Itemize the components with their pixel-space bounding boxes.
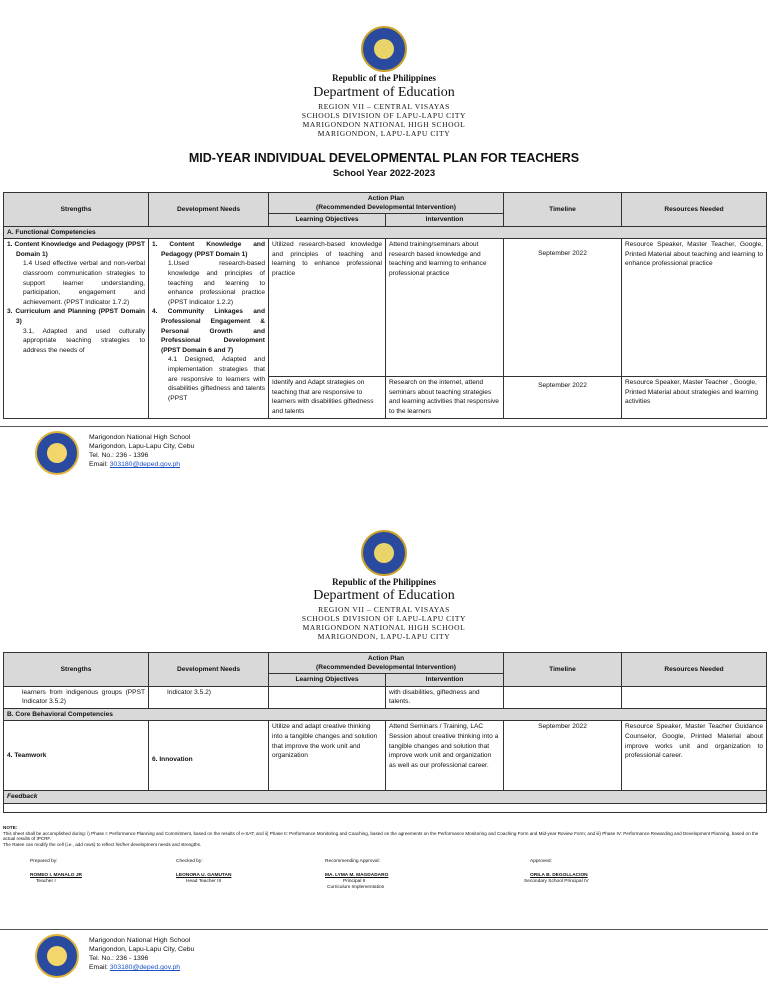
action-plan-label: Action Plan [367, 195, 405, 202]
col-learning-objectives: Learning Objectives [269, 214, 386, 227]
signatory-prepared [30, 859, 82, 885]
intervention-core: Attend Seminars / Training, LAC Session about creative thinking into a tangible changes and solution that improve work unit and organization as well as our professional career. [386, 721, 504, 791]
feedback-body[interactable] [4, 803, 767, 812]
col-timeline: Timeline [504, 193, 622, 227]
col-resources: Resources Needed [622, 653, 767, 687]
footer-divider [0, 426, 768, 427]
objective-continued [269, 686, 386, 708]
address-label: MARIGONDON, LAPU-LAPU CITY [317, 632, 451, 641]
note-line-2: The Ratee can modify the cell (i.e., add rows) to reflect his/her development needs and strengths. [3, 841, 202, 847]
col-strengths: Strengths [4, 193, 149, 227]
timeline-core: September 2022 [504, 721, 622, 791]
action-plan-label: Action Plan [367, 655, 405, 662]
footer-divider [0, 929, 768, 930]
footer-email-link[interactable]: 303180@deped.gov.ph [109, 964, 181, 971]
timeline-1: September 2022 [504, 239, 622, 377]
resources-continued [622, 686, 767, 708]
signatory-name: ORILA B. DEGOLLACION [530, 873, 588, 878]
intervention-2: Research on the internet, attend seminars about teaching strategies and learning activities that responsive to the learners [386, 377, 504, 418]
strengths-continued: learners from indigenous groups (PPST Indicator 3.5.2) [4, 686, 149, 708]
signatory-role: Recommending Approval: [325, 859, 380, 864]
resources-2: Resource Speaker, Master Teacher , Google, Printed Material about strategies and learning activities [622, 377, 767, 418]
dev-needs-cell [149, 239, 269, 418]
col-action-plan [269, 653, 504, 674]
note-label: NOTE: [3, 825, 18, 830]
signatory-checked [176, 859, 231, 885]
region-label: REGION VII – CENTRAL VISAYAS [318, 605, 450, 614]
department-title: Department of Education [313, 588, 455, 603]
signatory-recommending [325, 859, 388, 891]
footer-email-line [89, 964, 180, 973]
footer-address: Marigondon, Lapu-Lapu City, Cebu [89, 946, 195, 953]
signatory-title: Secondary School Principal IV [524, 879, 589, 884]
plan-table-page-2 [3, 652, 767, 813]
col-resources: Resources Needed [622, 193, 767, 227]
signatory-title: Teacher I [36, 879, 56, 884]
footer-email-line [89, 461, 180, 470]
division-label: SCHOOLS DIVISION OF LAPU-LAPU CITY [301, 614, 467, 623]
footer-email-label: Email: [89, 461, 110, 468]
signatory-role: Approved: [530, 859, 552, 864]
region-label: REGION VII – CENTRAL VISAYAS [318, 102, 450, 111]
resources-1: Resource Speaker, Master Teacher, Google, Printed Material about teaching and learning to enhance professional practice [622, 239, 767, 377]
col-development-needs: Development Needs [149, 653, 269, 687]
objective-2: Identify and Adapt strategies on teaching that are responsive to learners with disabilities giftedness and talents [269, 377, 386, 418]
recommended-label: (Recommended Developmental Intervention) [316, 204, 456, 211]
timeline-2: September 2022 [504, 377, 622, 418]
signatory-name: ROMEO I. MANALO JR [30, 873, 82, 878]
footer-email-label: Email: [89, 964, 110, 971]
strength-3-title: 3. Curriculum and Planning (PPST Domain 3) [7, 308, 145, 325]
deped-seal-icon [361, 26, 407, 72]
col-strengths: Strengths [4, 653, 149, 687]
recommended-label: (Recommended Developmental Intervention) [316, 664, 456, 671]
strength-teamwork: 4. Teamwork [4, 721, 149, 791]
footer-school: Marigondon National High School [89, 937, 191, 944]
need-4-body: 4.1 Designed, Adapted and implementation strategies that are responsive to learners with disabilities giftedness and talents (PPST [168, 356, 265, 402]
division-label: SCHOOLS DIVISION OF LAPU-LAPU CITY [301, 111, 467, 120]
signatory-name: LEONORA U. GAMUTAN [176, 873, 232, 878]
timeline-continued [504, 686, 622, 708]
strength-1-title: 1. Content Knowledge and Pedagogy (PPST Domain 1) [7, 241, 145, 258]
col-intervention: Intervention [386, 214, 504, 227]
school-year: School Year 2022-2023 [332, 168, 436, 179]
objective-1: Utilized research-based knowledge and principles of teaching and learning to enhance professional practice [269, 239, 386, 377]
dev-needs-continued: Indicator 3.5.2) [149, 686, 269, 708]
strength-1-body: 1.4 Used effective verbal and non-verbal classroom communication strategies to support learner understanding, participation, engagement and achievement. (PPST Indicator 1.7.2) [23, 260, 145, 306]
note-line-1: This sheet shall be accomplished during: i) Phase I: Performance Planning and Commitment, based on the results of e-SAT; and ii) Phase II: Performance Monitoring and Coaching, based on the agreements on the Performance Monitoring and Coaching Form and Mid-year Review Form; and iii) Phase IV: Performance Rewarding and Development Planning, based on the actual results of IPCRF. [3, 830, 759, 842]
resources-core: Resource Speaker, Master Teacher Guidance Counselor, Google, Printed Material about improve works unit and organization to professional career. [622, 721, 767, 791]
intervention-continued: with disabilities, giftedness and talents. [386, 686, 504, 708]
col-timeline: Timeline [504, 653, 622, 687]
footer-tel: Tel. No.: 236 - 1396 [89, 452, 149, 459]
footer-address: Marigondon, Lapu-Lapu City, Cebu [89, 443, 195, 450]
footer-school: Marigondon National High School [89, 434, 191, 441]
signatory-title: Head Teacher III [186, 879, 222, 884]
department-title: Department of Education [313, 85, 455, 100]
school-label: MARIGONDON NATIONAL HIGH SCHOOL [302, 623, 466, 632]
note-block [3, 825, 765, 847]
school-seal-icon [35, 431, 79, 475]
school-label: MARIGONDON NATIONAL HIGH SCHOOL [302, 120, 466, 129]
signatory-title-2: Curriculum Implementation [327, 885, 385, 890]
col-learning-objectives: Learning Objectives [269, 674, 386, 687]
feedback-row: Feedback [4, 791, 767, 804]
col-intervention: Intervention [386, 674, 504, 687]
need-1-title: 1. Content Knowledge and Pedagogy (PPST Domain 1) [152, 241, 265, 258]
objective-core: Utilize and adapt creative thinking into a tangible changes and solution that improve the work unit and organization [269, 721, 386, 791]
signatory-approved [524, 859, 589, 885]
address-label: MARIGONDON, LAPU-LAPU CITY [317, 129, 451, 138]
deped-seal-icon [361, 530, 407, 576]
intervention-1: Attend training/seminars about research based knowledge and teaching and learning to enhance professional practice [386, 239, 504, 377]
school-seal-icon [35, 934, 79, 978]
footer-email-link[interactable]: 303180@deped.gov.ph [109, 461, 181, 468]
signatory-role: Checked by: [176, 859, 203, 864]
signatory-role: Prepared by: [30, 859, 58, 864]
republic-label: Republic of the Philippines [332, 577, 436, 587]
need-4-title: 4. Community Linkages and Professional Engagement & Personal Growth and Professional Development (PPST Domain 6 and 7) [152, 308, 265, 354]
document-title: MID-YEAR INDIVIDUAL DEVELOPMENTAL PLAN FOR TEACHERS [188, 151, 580, 165]
plan-table-page-1 [3, 192, 767, 419]
section-core-behavioral: B. Core Behavioral Competencies [4, 708, 767, 721]
signatory-title: Principal II [343, 879, 366, 884]
strengths-cell [4, 239, 149, 418]
need-innovation: 6. Innovation [149, 721, 269, 791]
need-1-body: 1.Used research-based knowledge and principles of teaching and learning to enhance professional practice (PPST Indicator 1.2.2) [168, 260, 265, 306]
strength-3-body: 3.1, Adapted and used culturally appropriate teaching strategies to address the needs of [23, 327, 145, 354]
republic-label: Republic of the Philippines [332, 73, 436, 83]
section-functional: A. Functional Competencies [4, 226, 767, 239]
footer-tel: Tel. No.: 236 - 1396 [89, 955, 149, 962]
col-action-plan [269, 193, 504, 214]
signatory-name: MA. LYMA M. MAGDADARO [325, 873, 389, 878]
col-development-needs: Development Needs [149, 193, 269, 227]
